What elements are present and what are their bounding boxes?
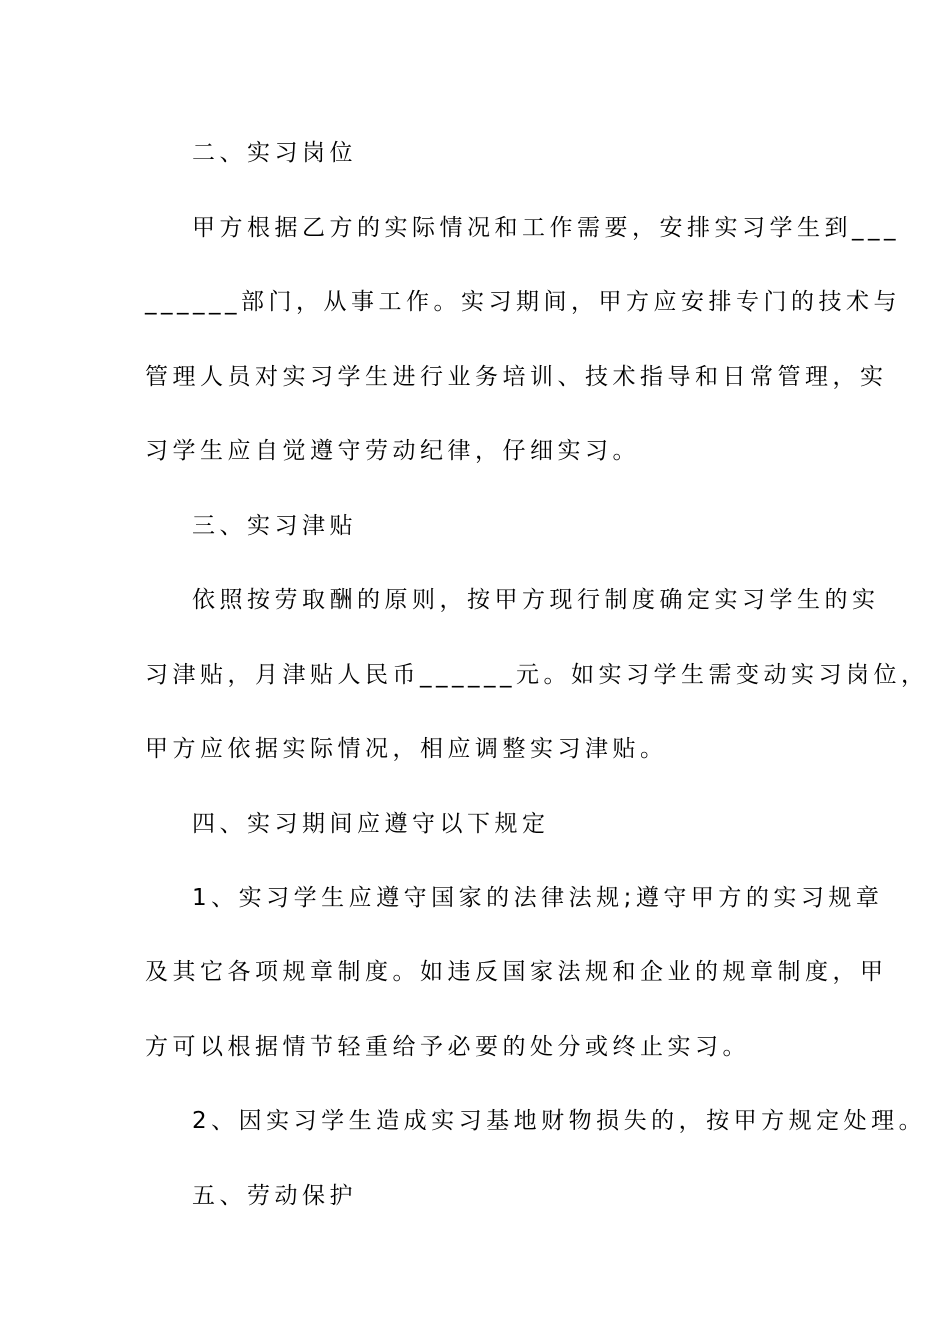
paragraph-line: 甲方应依据实际情况，相应调整实习津贴。 <box>145 736 668 762</box>
paragraph-line: 管理人员对实习学生进行业务培训、技术指导和日常管理，实 <box>145 364 888 390</box>
section-heading-rules: 四、实习期间应遵守以下规定 <box>192 811 550 837</box>
paragraph-line: 依照按劳取酬的原则，按甲方现行制度确定实习学生的实 <box>192 587 880 613</box>
paragraph-line: ______部门，从事工作。实习期间，甲方应安排专门的技术与 <box>145 289 901 315</box>
paragraph-line: 习津贴，月津贴人民币______元。如实习学生需变动实习岗位， <box>145 662 929 688</box>
section-heading-internship-allowance: 三、实习津贴 <box>192 513 357 539</box>
section-heading-labor-protection: 五、劳动保护 <box>192 1183 357 1209</box>
paragraph-line: 2、因实习学生造成实习基地财物损失的，按甲方规定处理。 <box>192 1108 927 1134</box>
paragraph-line: 及其它各项规章制度。如违反国家法规和企业的规章制度，甲 <box>145 959 888 985</box>
paragraph-line: 习学生应自觉遵守劳动纪律，仔细实习。 <box>145 438 640 464</box>
paragraph-line: 方可以根据情节轻重给予必要的处分或终止实习。 <box>145 1034 750 1060</box>
section-heading-internship-position: 二、实习岗位 <box>192 140 357 166</box>
paragraph-line: 1、实习学生应遵守国家的法律法规;遵守甲方的实习规章 <box>192 885 884 911</box>
paragraph-line: 甲方根据乙方的实际情况和工作需要，安排实习学生到___ <box>192 215 900 241</box>
